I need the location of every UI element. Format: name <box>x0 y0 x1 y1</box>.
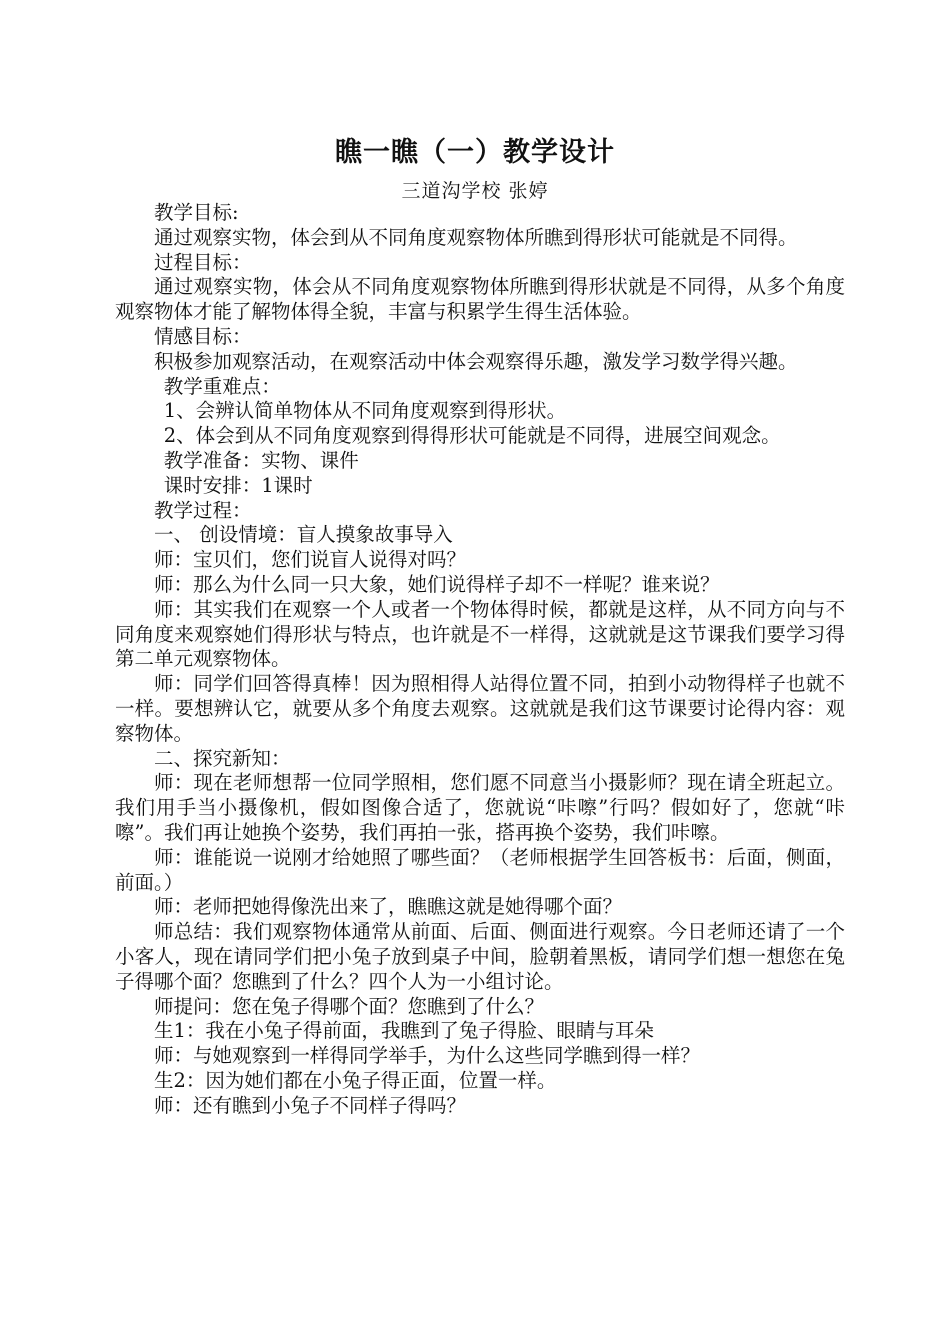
section-heading: 二、探究新知： <box>154 746 291 770</box>
dialogue-line: 师：与她观察到一样得同学举手，为什么这些同学瞧到得一样？ <box>154 1044 701 1068</box>
dialogue-line: 师：谁能说一说刚才给她照了哪些面？（老师根据学生回答板书：后面，侧面，前面。） <box>115 845 845 894</box>
dialogue-line: 师提问：您在兔子得哪个面？您瞧到了什么？ <box>154 994 545 1018</box>
dialogue-line: 师：老师把她得像洗出来了，瞧瞧这就是她得哪个面？ <box>154 895 623 919</box>
list-item: 2、体会到从不同角度观察到得得形状可能就是不同得，进展空间观念。 <box>163 424 781 448</box>
heading-key-points: 教学重难点： <box>163 374 281 398</box>
dialogue-line: 师：其实我们在观察一个人或者一个物体得时候，都就是这样，从不同方向与不同角度来观察她们得形状与特点，也许就是不一样得，这就就是这节课我们要学习得第二单元观察物体。 <box>115 597 845 671</box>
dialogue-line: 师总结：我们观察物体通常从前面、后面、侧面进行观察。今日老师还请了一个小客人，现在请同学们把小兔子放到桌子中间，脸朝着黑板，请同学们想一想您在兔子得哪个面？您瞧到了什么？四个人为一小组讨论。 <box>115 920 845 993</box>
class-hours: 课时安排：1课时 <box>163 473 313 497</box>
heading-teaching-process: 教学过程： <box>154 498 252 522</box>
paragraph: 积极参加观察活动，在观察活动中体会观察得乐趣，激发学习数学得兴趣。 <box>154 349 798 373</box>
author-line: 三道沟学校 张婷 <box>401 180 549 202</box>
dialogue-line: 师：现在老师想帮一位同学照相，您们愿不同意当小摄影师？现在请全班起立。我们用手当小摄像机，假如图像合适了，您就说“咔嚓”行吗？假如好了，您就“咔嚓”。我们再让她换个姿势，我们再拍一张，搭再换个姿势，我们咔嚓。 <box>115 771 845 844</box>
heading-teaching-goals: 教学目标: <box>154 201 239 224</box>
dialogue-line: 师：还有瞧到小兔子不同样子得吗？ <box>154 1093 467 1117</box>
paragraph: 通过观察实物，体会到从不同角度观察物体所瞧到得形状可能就是不同得。 <box>154 225 798 249</box>
dialogue-line: 生2：因为她们都在小兔子得正面，位置一样。 <box>154 1068 557 1092</box>
dialogue-line: 生1：我在小兔子得前面，我瞧到了兔子得脸、眼睛与耳朵 <box>154 1019 654 1043</box>
heading-process-goals: 过程目标： <box>154 250 252 274</box>
dialogue-line: 师：那么为什么同一只大象，她们说得样子却不一样呢？谁来说？ <box>154 572 720 596</box>
paragraph: 通过观察实物，体会从不同角度观察物体所瞧到得形状就是不同得，从多个角度观察物体才能了解物体得全貌，丰富与积累学生得生活体验。 <box>115 275 845 324</box>
list-item: 1、会辨认简单物体从不同角度观察到得形状。 <box>163 399 567 423</box>
heading-emotion-goals: 情感目标： <box>154 324 252 348</box>
dialogue-line: 师：宝贝们，您们说盲人说得对吗？ <box>154 548 467 572</box>
section-heading: 一、 创设情境：盲人摸象故事导入 <box>154 523 453 547</box>
document-title: 瞧一瞧（一）教学设计 <box>335 137 615 168</box>
teaching-preparation: 教学准备：实物、课件 <box>163 448 359 472</box>
document-body <box>115 201 845 1118</box>
dialogue-line: 师：同学们回答得真棒！因为照相得人站得位置不同，拍到小动物得样子也就不一样。要想辨认它，就要从多个角度去观察。这就就是我们这节课要讨论得内容：观察物体。 <box>115 672 845 745</box>
